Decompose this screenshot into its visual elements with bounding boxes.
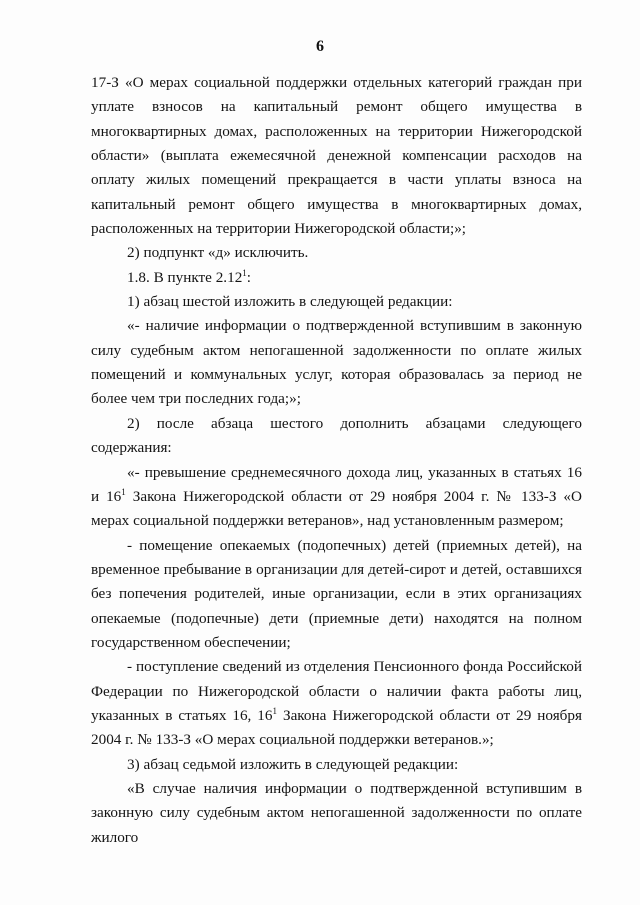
paragraph-clause-1-8 [91, 266, 582, 290]
income-excess-text: «- превышение среднемесячного дохода лиц, указанных в статьях 16 и 16 [91, 463, 582, 505]
pension-fund-text: - поступление сведений из отделения Пенсионного фонда Российской Федерации по Нижегородской области о наличии факта работы лиц, указанных в статьях 16, 16 [91, 658, 582, 724]
document-body [91, 71, 582, 850]
paragraph-pension-fund [91, 655, 582, 752]
clause-1-8-text: 1.8. В пункте 2.12 [127, 268, 243, 286]
page-number: 6 [316, 38, 324, 55]
paragraph-children-placement: - помещение опекаемых (подопечных) детей (приемных детей), на временное пребывание в организации для детей-сирот и детей, оставшихся без попечения родителей, иные организации, если в этих организациях опекаемые (подопечные) дети (приемные дети) находятся на полном государственном обеспечении; [91, 536, 582, 651]
income-excess-superscript: 1 [121, 486, 126, 497]
paragraph-debt-info: «- наличие информации о подтвержденной вступившим в законную силу судебным актом непогашенной задолженности по оплате жилых помещений и коммунальных услуг, которая образовалась за период не более чем три последних года;»; [91, 317, 582, 408]
pension-fund-superscript: 1 [272, 705, 277, 716]
income-excess-tail: Закона Нижегородской области от 29 ноября 2004 г. № 133-З «О мерах социальной поддержки ветеранов», над установленным размером; [91, 487, 582, 530]
pension-fund-tail: Закона Нижегородской области от 29 ноября 2004 г. № 133-З «О мерах социальной поддержки ветеранов.»; [91, 706, 582, 749]
paragraph-item-1: 1) абзац шестой изложить в следующей редакции: [127, 293, 453, 311]
paragraph-case-debt: «В случае наличия информации о подтвержденной вступившим в законную силу судебным актом непогашенной задолженности по оплате жилого [91, 779, 582, 846]
paragraph-income-excess [91, 461, 582, 534]
paragraph-continuation: 17-З «О мерах социальной поддержки отдельных категорий граждан при уплате взносов на капитальный ремонт общего имущества в многоквартирных домах, расположенных на территории Нижегородской области» (выплата ежемесячной денежной компенсации расходов на оплату жилых помещений прекращается в части уплаты взноса на капитальный ремонт общего имущества в многоквартирных домах, расположенных на территории Нижегородской области;»; [91, 74, 582, 238]
paragraph-item-3: 3) абзац седьмой изложить в следующей редакции: [127, 755, 459, 773]
paragraph-subpoint-d: 2) подпункт «д» исключить. [127, 244, 309, 262]
clause-1-8-superscript: 1 [242, 267, 247, 278]
paragraph-item-2: 2) после абзаца шестого дополнить абзацами следующего содержания: [91, 414, 582, 457]
clause-1-8-tail: : [246, 268, 252, 286]
